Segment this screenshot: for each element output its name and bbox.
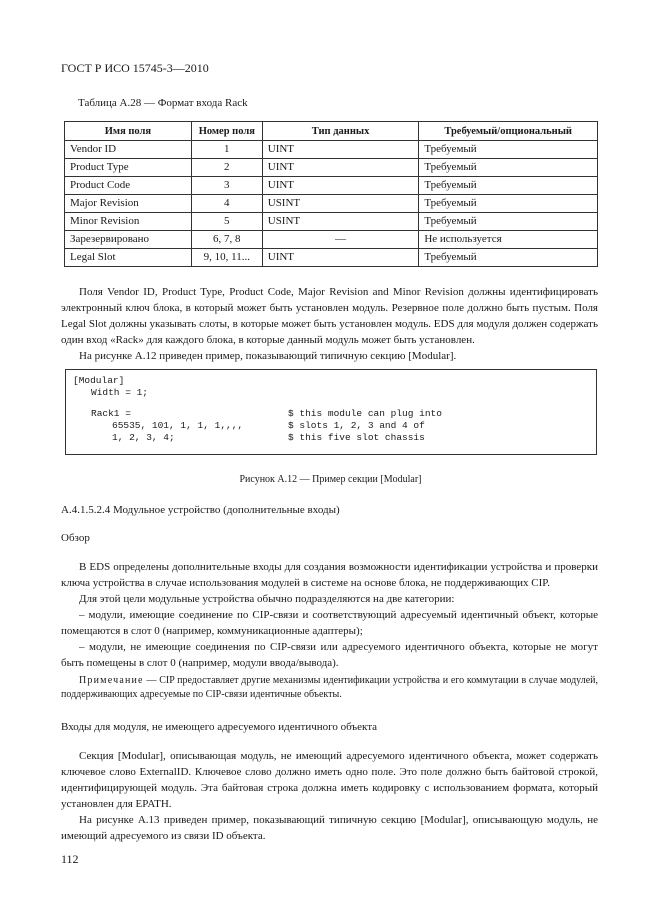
note-label: Примечание [79,675,144,686]
column-header: Тип данных [262,122,419,141]
paragraph: В EDS определены дополнительные входы для создания возможности идентификации устройства и проверки ключа устройства в случае использования модулей в системе на основе блока, не поддерживающих CIP. [61,561,598,589]
code-comment: $ this five slot chassis [288,432,425,443]
table-row [65,195,598,213]
table-cell: Не используется [419,231,598,249]
table-cell: UINT [262,177,419,195]
table-cell: UINT [262,159,419,177]
code-comment: $ slots 1, 2, 3 and 4 of [288,420,425,431]
paragraph: На рисунке А.12 приведен пример, показывающий типичную секцию [Modular]. [79,350,457,362]
table-row [65,177,598,195]
paragraph: Для этой цели модульные устройства обычно подразделяются на две категории: [79,593,455,605]
column-header: Требуемый/опциональный [419,122,598,141]
table-cell: Minor Revision [65,213,192,231]
paragraph: Секция [Modular], описывающая модуль, не имеющий адресуемого идентичного объекта, может содержать ключевое слово ExternalID. Ключевое слово должно иметь одно поле. Это поле должно быть байтовой строкой, идентифицирующей модуль. Эта байтовая строка должна иметь кодировку с использованием формата, который установлен для EPATH. [61,750,598,810]
table-cell: Требуемый [419,141,598,159]
code-line: [Modular] [73,375,125,386]
paragraph: Поля Vendor ID, Product Type, Product Code, Major Revision and Minor Revision должны идентифицировать электронный ключ блока, в который может быть установлен модуль. Резервное поле должно быть пустым. Поля Legal Slot должны указывать слоты, в которые может быть установлен модуль. EDS для модуля должен содержать один вход «Rack» для каждого блока, в которые данный модуль может быть установлен. [61,286,598,346]
table-cell: Зарезервировано [65,231,192,249]
rack-format-table [64,121,598,267]
document-header: ГОСТ Р ИСО 15745-3—2010 [61,61,209,75]
table-cell: UINT [262,249,419,267]
body-text-block-3 [61,748,598,844]
code-line: Rack1 = [91,408,131,419]
table-cell: Major Revision [65,195,192,213]
table-cell: 1 [191,141,262,159]
code-comment: $ this module can plug into [288,408,442,419]
body-text-block-1 [61,284,598,364]
column-header: Номер поля [191,122,262,141]
table-cell: 3 [191,177,262,195]
table-cell: 6, 7, 8 [191,231,262,249]
table-cell: Требуемый [419,249,598,267]
table-row [65,249,598,267]
table-row [65,213,598,231]
list-item: – модули, имеющие соединение по CIP-связи и соответствующий адресуемый идентичный объект, которые помещаются в слот 0 (например, коммуникационные адаптеры); [61,609,598,637]
overview-heading: Обзор [61,532,90,544]
table-row [65,231,598,249]
table-cell: Требуемый [419,195,598,213]
list-item: – модули, не имеющие соединения по CIP-связи или адресуемого идентичного объекта, которые не могут быть помещены в слот 0 (например, модули ввода/вывода). [61,641,598,669]
table-cell: — [262,231,419,249]
table-cell: 4 [191,195,262,213]
table-cell: Требуемый [419,159,598,177]
table-cell: Product Code [65,177,192,195]
paragraph: На рисунке А.13 приведен пример, показывающий типичную секцию [Modular], описывающую модуль, не имеющий адресуемого из связи ID объекта. [61,814,598,842]
table-cell: Product Type [65,159,192,177]
code-example-box [65,369,597,455]
note-text: — CIP предоставляет другие механизмы идентификации устройства и его коммутации в случае модулей, поддерживающих адресуемые по CIP-связи идентичные объекты. [61,675,598,700]
code-line: 65535, 101, 1, 1, 1,,,, [112,420,244,431]
code-line: Width = 1; [91,387,149,398]
table-cell: 9, 10, 11... [191,249,262,267]
body-text-block-2 [61,559,598,702]
page-number: 112 [61,852,79,866]
table-caption: Таблица А.28 — Формат входа Rack [78,97,248,109]
table-row [65,141,598,159]
table-cell: Требуемый [419,177,598,195]
table-cell: UINT [262,141,419,159]
section-heading: А.4.1.5.2.4 Модульное устройство (дополнительные входы) [61,504,340,516]
table-cell: Vendor ID [65,141,192,159]
table-header-row [65,122,598,141]
table-row [65,159,598,177]
note [61,674,598,702]
table-cell: Требуемый [419,213,598,231]
code-line: 1, 2, 3, 4; [112,432,175,443]
table-cell: 5 [191,213,262,231]
table-cell: USINT [262,195,419,213]
subheading: Входы для модуля, не имеющего адресуемого идентичного объекта [61,721,378,733]
table-cell: Legal Slot [65,249,192,267]
column-header: Имя поля [65,122,192,141]
figure-caption: Рисунок А.12 — Пример секции [Modular] [239,474,422,485]
table-cell: 2 [191,159,262,177]
table-cell: USINT [262,213,419,231]
